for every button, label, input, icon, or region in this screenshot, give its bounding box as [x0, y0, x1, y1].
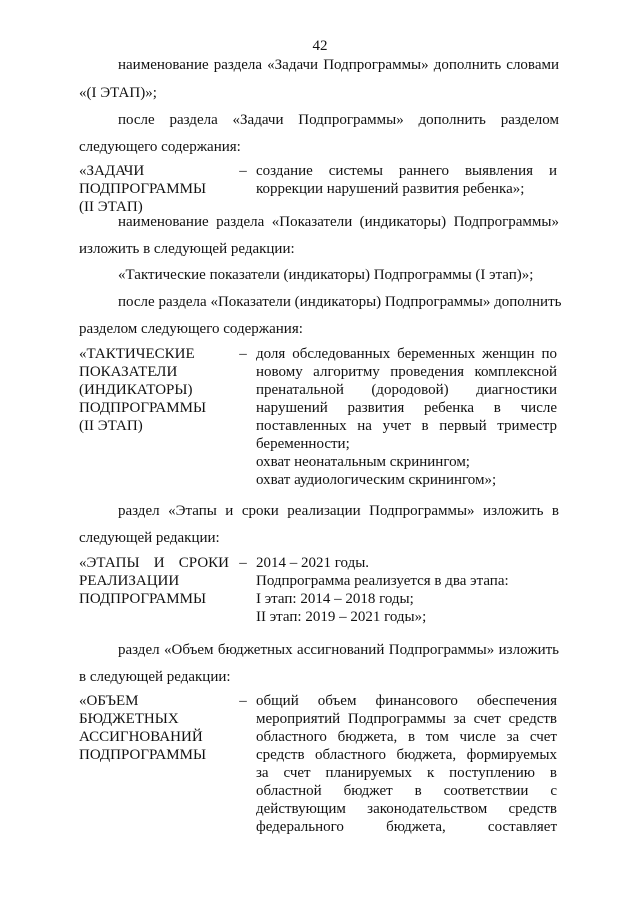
- tactical-text-line-8: охват аудиологическим скринингом»;: [256, 472, 497, 488]
- tactical-text-line-7: охват неонатальным скринингом;: [256, 454, 470, 470]
- budget-text-line-5: за счет планируемых к поступлению в: [256, 765, 557, 781]
- stages-label-line-1: «ЭТАПЫ И СРОКИ: [79, 555, 229, 571]
- budget-label-line-4: ПОДПРОГРАММЫ: [79, 747, 207, 763]
- stages-dash: –: [239, 555, 247, 571]
- stages-text-line-1: 2014 – 2021 годы.: [256, 555, 370, 571]
- tasks-label-line-3: (II ЭТАП): [79, 199, 143, 215]
- tactical-text-line-5: поставленных на учет в первый триместр: [256, 418, 557, 434]
- paragraph-5-line-2: разделом следующего содержания:: [79, 321, 303, 337]
- tactical-text-line-6: беременности;: [256, 436, 350, 452]
- stages-text-line-4: II этап: 2019 – 2021 годы»;: [256, 609, 427, 625]
- budget-label-line-2: БЮДЖЕТНЫХ: [79, 711, 179, 727]
- tactical-text-line-4: нарушений развития ребенка в числе: [256, 400, 557, 416]
- page-number: 42: [312, 38, 328, 54]
- budget-text-line-3: областного бюджета, в том числе за счет: [256, 729, 557, 745]
- paragraph-2-line-2: следующего содержания:: [79, 139, 241, 155]
- tactical-label-line-1: «ТАКТИЧЕСКИЕ: [79, 346, 195, 362]
- tactical-text-line-3: пренатальной (дородовой) диагностики: [256, 382, 557, 398]
- budget-text-line-2: мероприятий Подпрограммы за счет средств: [256, 711, 557, 727]
- budget-text-line-7: действующим законодательством средств: [256, 801, 557, 817]
- tasks-label-line-2: ПОДПРОГРАММЫ: [79, 181, 207, 197]
- paragraph-6-line-1: раздел «Этапы и сроки реализации Подпрограммы» изложить в: [118, 503, 559, 519]
- budget-dash: –: [239, 693, 247, 709]
- tasks-dash: –: [239, 163, 247, 179]
- budget-text-line-6: областной бюджет в соответствии с: [256, 783, 557, 799]
- budget-text-line-1: общий объем финансового обеспечения: [256, 693, 557, 709]
- stages-text-line-3: I этап: 2014 – 2018 годы;: [256, 591, 414, 607]
- budget-label-line-1: «ОБЪЕМ: [79, 693, 139, 709]
- tactical-label-line-3: (ИНДИКАТОРЫ): [79, 382, 193, 398]
- tactical-text-line-2: новому алгоритму проведения комплексной: [256, 364, 557, 380]
- tactical-label-line-2: ПОКАЗАТЕЛИ: [79, 364, 178, 380]
- tasks-label-line-1: «ЗАДАЧИ: [79, 163, 145, 179]
- paragraph-4: «Тактические показатели (индикаторы) Подпрограммы (I этап)»;: [118, 267, 534, 283]
- paragraph-3-line-1: наименование раздела «Показатели (индикаторы) Подпрограммы»: [118, 214, 559, 230]
- stages-label-line-3: ПОДПРОГРАММЫ: [79, 591, 207, 607]
- paragraph-5-line-1: после раздела «Показатели (индикаторы) Подпрограммы» дополнить: [118, 294, 562, 310]
- paragraph-7-line-1: раздел «Объем бюджетных ассигнований Подпрограммы» изложить: [118, 642, 559, 658]
- budget-label-line-3: АССИГНОВАНИЙ: [79, 729, 203, 745]
- tasks-text-line-1: создание системы раннего выявления и: [256, 163, 557, 179]
- tactical-dash: –: [239, 346, 247, 362]
- budget-text-line-4: средств областного бюджета, формируемых: [256, 747, 557, 763]
- stages-text-line-2: Подпрограмма реализуется в два этапа:: [256, 573, 509, 589]
- paragraph-3-line-2: изложить в следующей редакции:: [79, 241, 295, 257]
- budget-text-line-8: федерального бюджета, составляет: [256, 819, 557, 835]
- stages-label-line-2: РЕАЛИЗАЦИИ: [79, 573, 180, 589]
- paragraph-6-line-2: следующей редакции:: [79, 530, 220, 546]
- tasks-text-line-2: коррекции нарушений развития ребенка»;: [256, 181, 525, 197]
- tactical-label-line-5: (II ЭТАП): [79, 418, 143, 434]
- paragraph-2-line-1: после раздела «Задачи Подпрограммы» дополнить разделом: [118, 112, 559, 128]
- paragraph-1-line-1: наименование раздела «Задачи Подпрограммы» дополнить словами: [118, 57, 559, 73]
- paragraph-7-line-2: в следующей редакции:: [79, 669, 231, 685]
- paragraph-1-line-2: «(I ЭТАП)»;: [79, 85, 157, 101]
- tactical-label-line-4: ПОДПРОГРАММЫ: [79, 400, 207, 416]
- tactical-text-line-1: доля обследованных беременных женщин по: [256, 346, 557, 362]
